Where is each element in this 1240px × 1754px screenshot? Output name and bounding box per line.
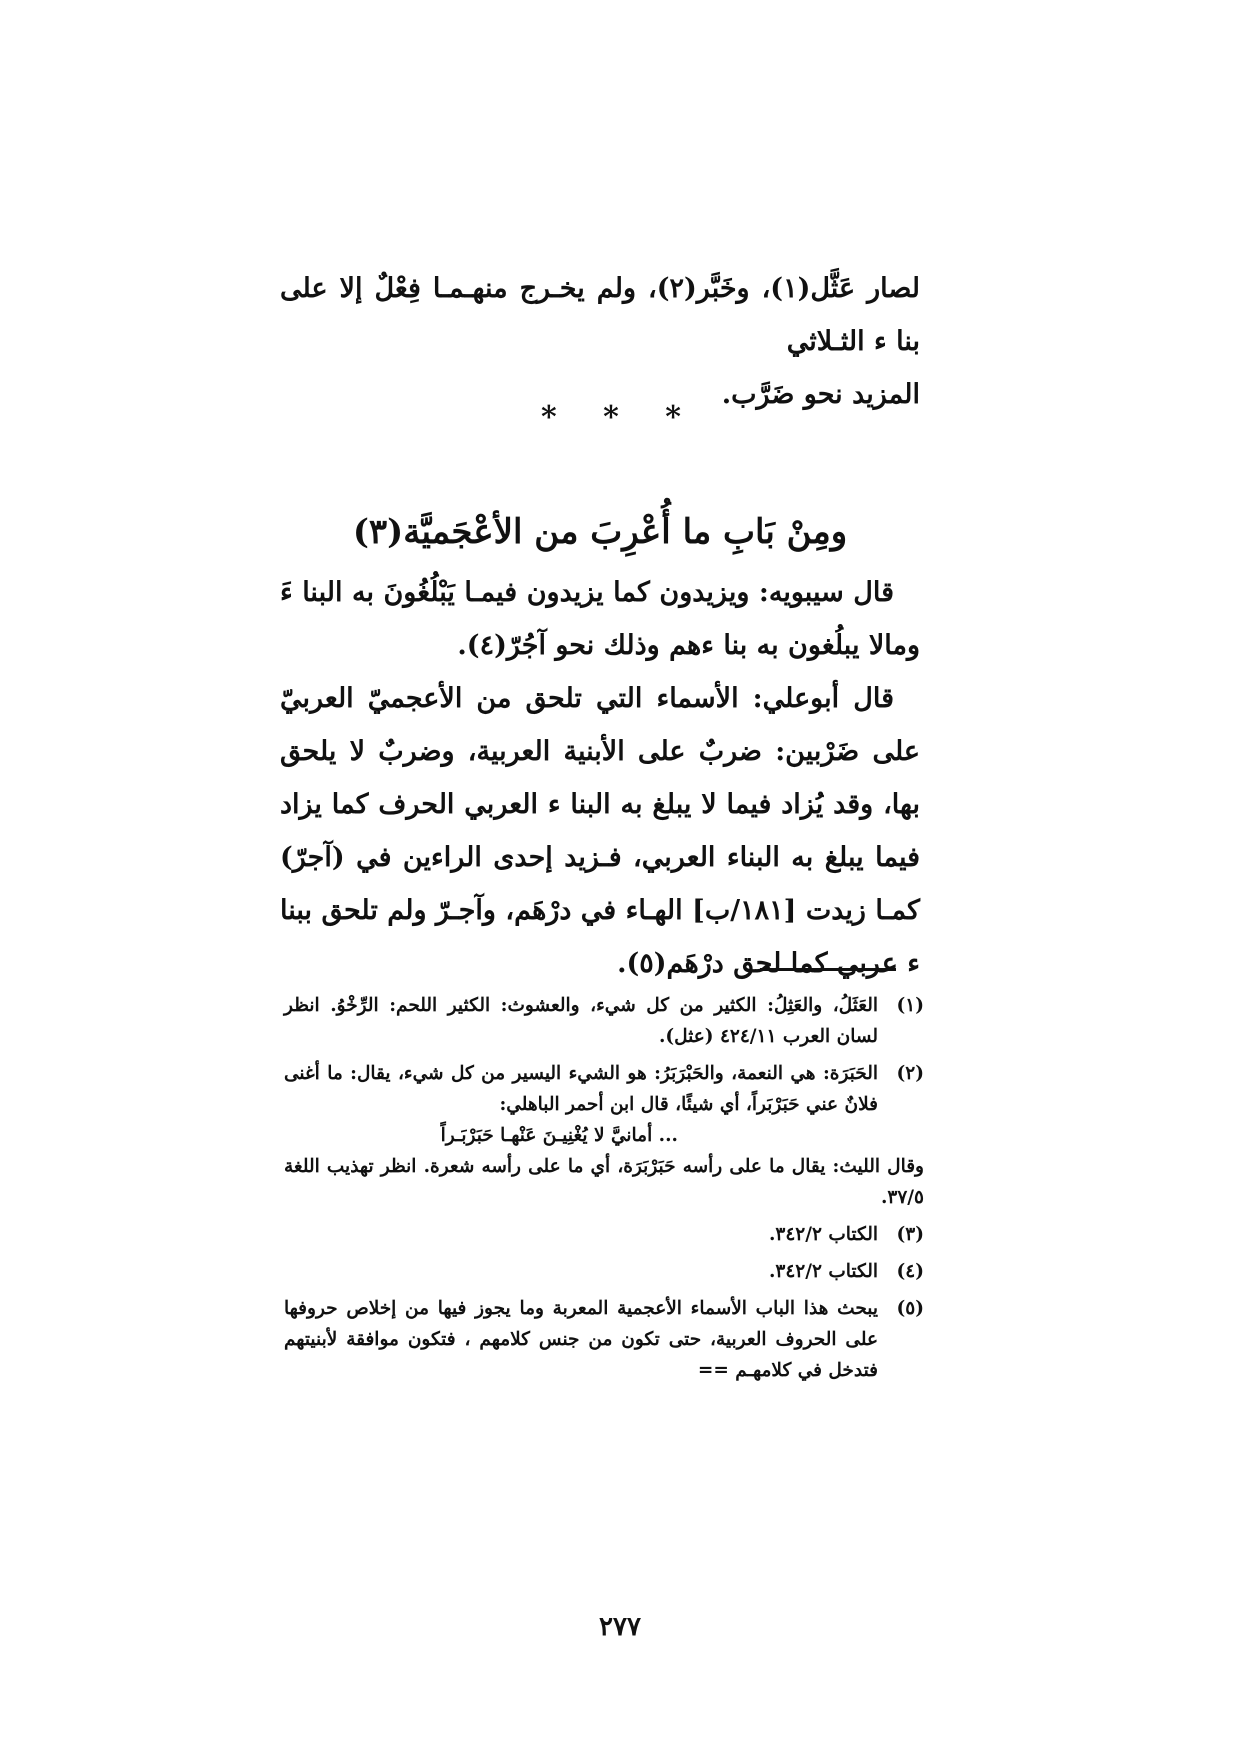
top-paragraph-line-1: لصار عَثَّل(١)، وخَبَّر(٢)، ولم يخـرج منهـمـا فِعْلٌ إلا على بنا ء الثـلاثي [280, 273, 920, 357]
footnote-number: (١) [896, 995, 924, 1016]
footnote-number: (٥) [896, 1298, 924, 1319]
footnote-2-continued [284, 1151, 924, 1213]
footnote-2 [284, 1058, 924, 1151]
footnote-text: وقال الليث: يقال ما على رأسه حَبَرْبَرَة، أي ما على رأسه شعرة. انظر تهذيب اللغة ٣٧/٥. [284, 1156, 924, 1208]
paragraph-abu-ali: قال أبوعلي: الأسماء التي تلحق من الأعجميّ العربيّ على ضَرْبين: ضربٌ على الأبنية العربية، وضربٌ لا يلحق بها، وقد يُزاد فيما لا يبلغ به البنا ء العربي الحرف كما يزاد فيما يبلغ به البناء العربي، فـزيد إحدى الراءين في (آجرّ) كمـا زيدت [١٨١/ب] الهـاء في درْهَم، وآجـرّ ولم تلحق ببنا ء عربي كما لحق درْهَم(٥). [280, 683, 920, 979]
footnote-3 [284, 1219, 924, 1250]
footnote-1 [284, 990, 924, 1052]
footnotes [284, 990, 924, 1386]
section-separator: * * * [541, 400, 699, 435]
page-number: ٢٧٧ [599, 1612, 641, 1642]
footnote-text: يبحث هذا الباب الأسماء الأعجمية المعربة وما يجوز فيها من إخلاص حروفها على الحروف العربية، حتى تكون من جنس كلامهم ، فتكون موافقة لأبنيتهم فتدخل في كلامهـم == [284, 1298, 878, 1381]
footnote-number: (٣) [896, 1224, 924, 1245]
footnote-text: الحَبَرَة: هي النعمة، والحَبْرَبَرُ: هو الشيء اليسير من كل شيء، يقال: ما أغنى فلانٌ عني حَبَرْبَراً، أي شيئًا، قال ابن أحمر الباهلي: [284, 1063, 878, 1115]
footnote-number: (٤) [896, 1261, 924, 1282]
section-heading: ومِنْ بَابِ ما أُعْرِبَ من الأعْجَميَّة(٣) [352, 512, 848, 552]
top-paragraph [280, 262, 920, 421]
footnote-5 [284, 1293, 924, 1386]
footnote-text: العَثَلُ، والعَثِلُ: الكثير من كل شيء، والعشوث: الكثير اللحم: الرِّخْوُ. انظر لسان العرب ٤٢٤/١١ (عثل). [284, 995, 878, 1047]
top-paragraph-line-2: المزيد نحو ضَرَّب. [721, 379, 920, 410]
footnote-4 [284, 1256, 924, 1287]
footnote-divider [760, 968, 896, 971]
body-text [280, 566, 920, 990]
footnote-verse: ... أمانيَّ لا يُغْنِيـنَ عَنْهـا حَبَرْبَـراً [440, 1125, 678, 1146]
paragraph-sibawayh: قال سيبويه: ويزيدون كما يزيدون فيمـا يَبْلُغُونَ به البنا ءَ ومالا يبلُغون به بنا ءهم وذلك نحو آجُرّ(٤). [280, 577, 920, 661]
footnote-number: (٢) [896, 1063, 924, 1084]
footnote-text: الكتاب ٣٤٢/٢. [768, 1224, 878, 1245]
footnote-text: الكتاب ٣٤٢/٢. [768, 1261, 878, 1282]
